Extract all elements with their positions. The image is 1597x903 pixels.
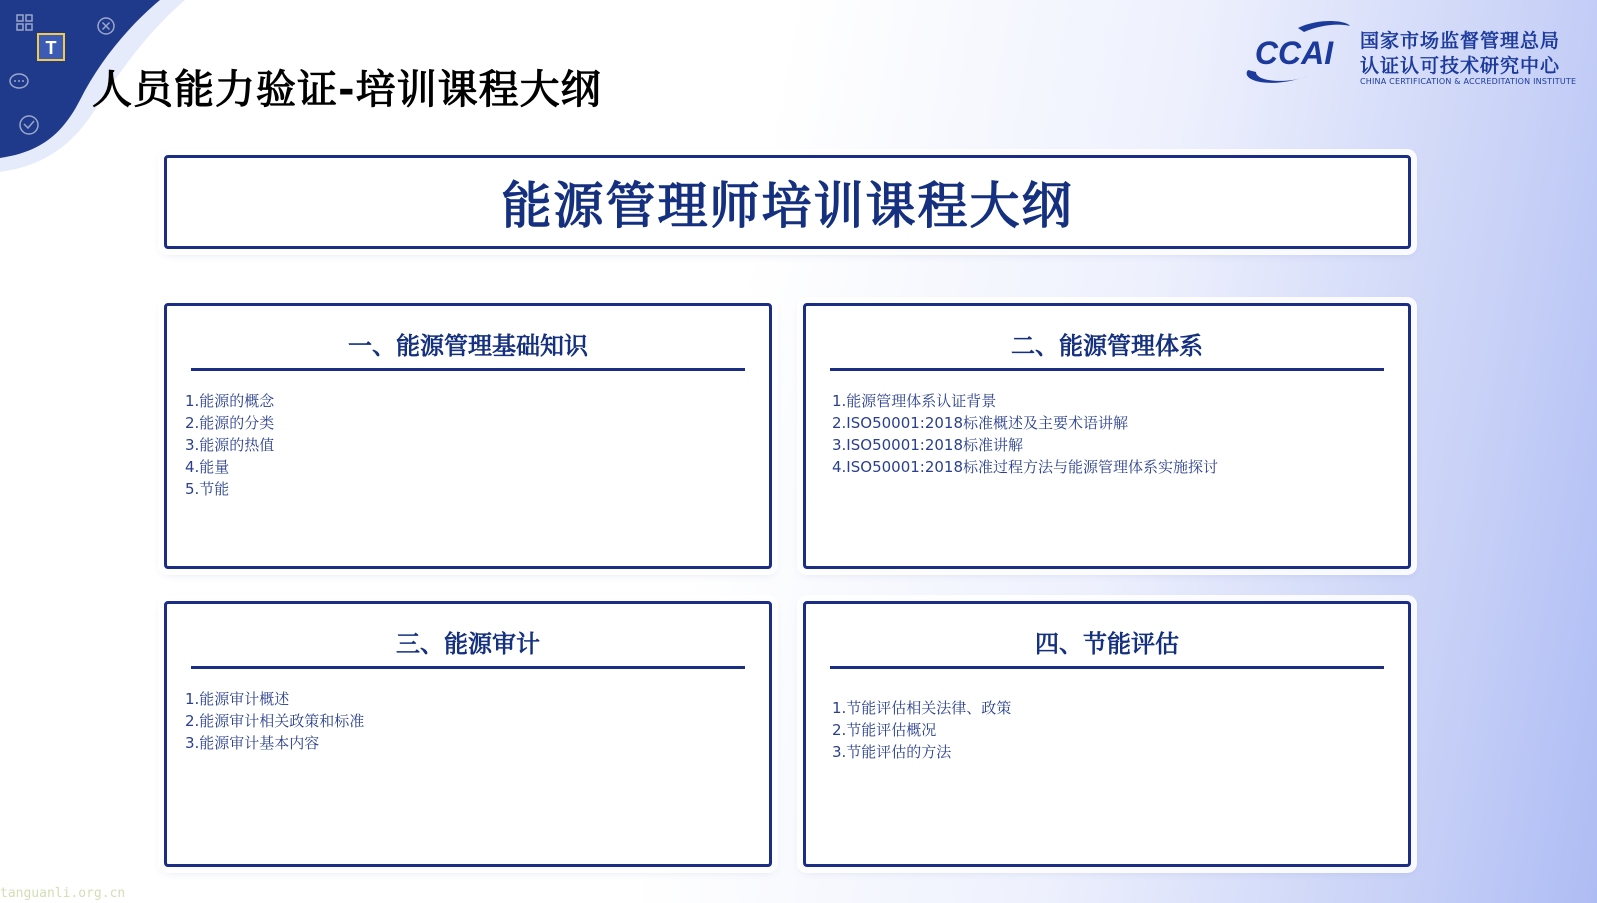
section-card-energy-evaluation xyxy=(803,601,1411,867)
section-title: 三、能源审计 xyxy=(396,630,540,658)
section-divider xyxy=(191,666,745,669)
grid-icon[interactable] xyxy=(16,14,34,32)
section-item-list xyxy=(185,390,274,500)
ccai-logo xyxy=(1238,18,1588,93)
section-title: 一、能源管理基础知识 xyxy=(348,332,588,360)
list-item: 2.节能评估概况 xyxy=(832,721,937,739)
section-card-management-system xyxy=(803,303,1411,569)
main-title: 能源管理师培训课程大纲 xyxy=(501,177,1074,235)
list-item: 2.ISO50001:2018标准概述及主要术语讲解 xyxy=(832,414,1129,432)
section-card-energy-audit xyxy=(164,601,772,867)
section-divider xyxy=(191,368,745,371)
list-item: 1.能源管理体系认证背景 xyxy=(832,392,997,410)
list-item: 2.能源的分类 xyxy=(185,414,275,432)
close-circle-icon[interactable] xyxy=(96,16,116,36)
section-item-list xyxy=(185,688,364,754)
list-item: 2.能源审计相关政策和标准 xyxy=(185,712,365,730)
list-item: 4.ISO50001:2018标准过程方法与能源管理体系实施探讨 xyxy=(832,458,1219,476)
list-item: 3.能源的热值 xyxy=(185,436,275,454)
list-item: 3.ISO50001:2018标准讲解 xyxy=(832,436,1024,454)
list-item: 3.能源审计基本内容 xyxy=(185,734,320,752)
list-item: 1.能源的概念 xyxy=(185,392,275,410)
page-title: 人员能力验证-培训课程大纲 xyxy=(92,67,602,113)
section-divider xyxy=(830,368,1384,371)
logo-institute-name: 认证认可技术研究中心 xyxy=(1360,55,1561,77)
list-item: 1.能源审计概述 xyxy=(185,690,290,708)
svg-text:T: T xyxy=(45,38,57,58)
watermark: tanguanli.org.cn xyxy=(0,886,126,901)
list-item: 4.能量 xyxy=(185,458,230,476)
main-title-box xyxy=(164,155,1411,249)
logo-english-name: CHINA CERTIFICATION & ACCREDITATION INSTITUTE xyxy=(1360,77,1577,86)
section-item-list xyxy=(832,390,1218,478)
section-item-list xyxy=(832,697,1011,763)
check-circle-icon[interactable] xyxy=(18,114,40,136)
list-item: 3.节能评估的方法 xyxy=(832,743,952,761)
section-divider xyxy=(830,666,1384,669)
logo-org-name: 国家市场监督管理总局 xyxy=(1360,30,1561,52)
list-item: 1.节能评估相关法律、政策 xyxy=(832,699,1012,717)
section-card-basics xyxy=(164,303,772,569)
ccai-logo-mark xyxy=(1238,18,1356,90)
text-icon[interactable] xyxy=(36,32,66,62)
list-item: 5.节能 xyxy=(185,480,230,498)
section-title: 二、能源管理体系 xyxy=(1011,332,1203,360)
section-title: 四、节能评估 xyxy=(1035,630,1179,658)
chat-icon[interactable] xyxy=(8,72,30,92)
logo-mark-text: CCAI xyxy=(1254,35,1334,71)
